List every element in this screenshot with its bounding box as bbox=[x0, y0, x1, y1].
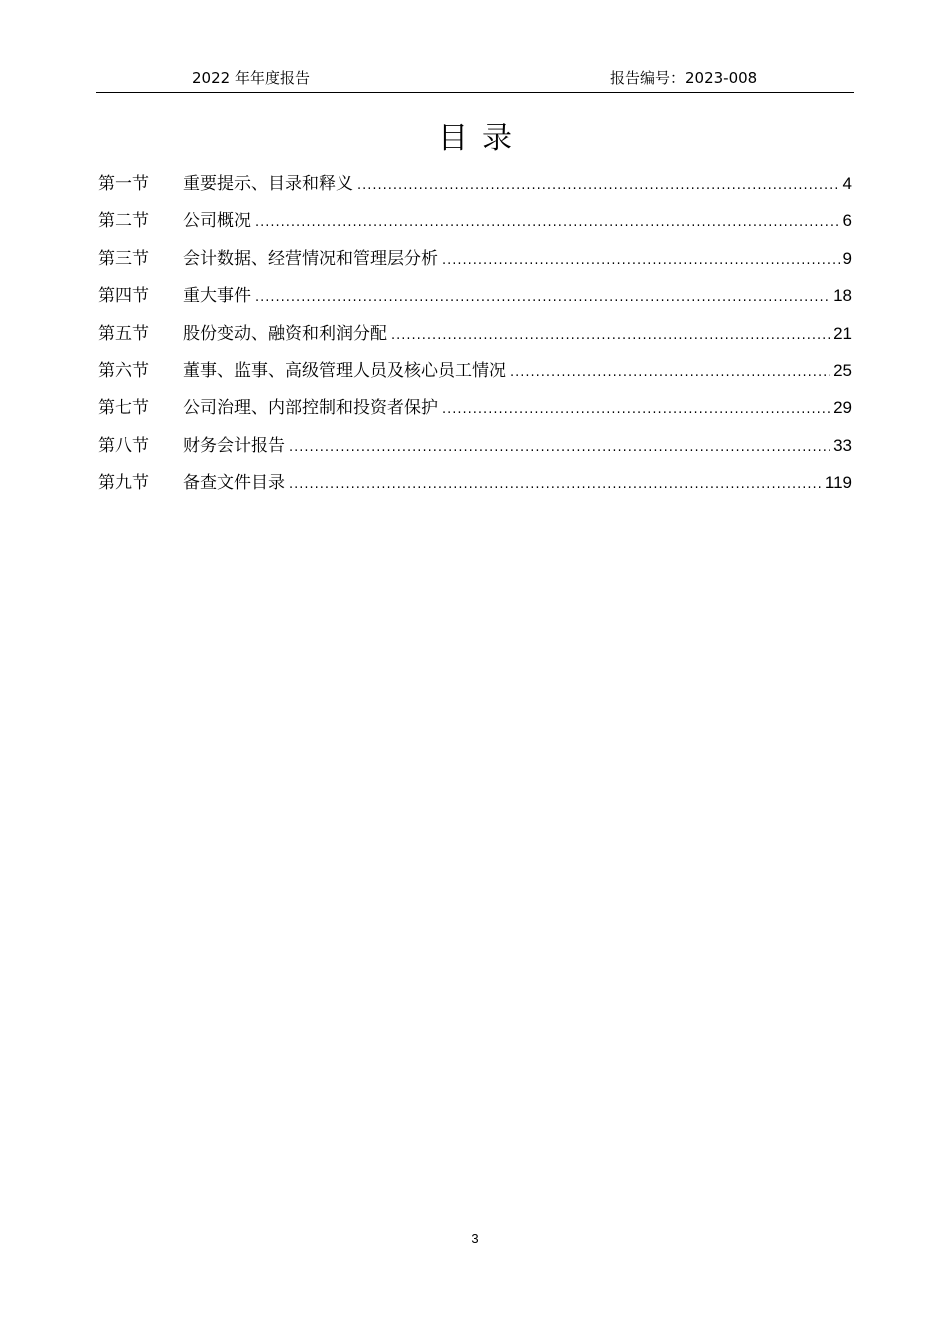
toc-entry-title: 重大事件 bbox=[183, 286, 251, 307]
toc-entry-9[interactable] bbox=[98, 469, 852, 506]
toc-dot-leader bbox=[391, 322, 830, 350]
table-of-contents bbox=[98, 170, 852, 507]
toc-dot-leader bbox=[510, 359, 830, 387]
toc-entry-4[interactable] bbox=[98, 282, 852, 319]
toc-entry-3[interactable] bbox=[98, 245, 852, 282]
toc-entry-title: 公司概况 bbox=[183, 211, 251, 232]
toc-entry-title: 重要提示、目录和释义 bbox=[183, 174, 353, 194]
toc-section-label: 第九节 bbox=[98, 473, 149, 494]
toc-entry-7[interactable] bbox=[98, 394, 852, 431]
toc-dot-leader bbox=[357, 172, 840, 200]
toc-section-label: 第七节 bbox=[98, 398, 149, 419]
toc-page-number: 29 bbox=[833, 398, 852, 418]
footer-page-number: 3 bbox=[471, 1231, 479, 1246]
toc-dot-leader bbox=[442, 247, 840, 275]
toc-page-number: 21 bbox=[833, 323, 852, 343]
toc-entry-title: 财务会计报告 bbox=[183, 435, 285, 456]
toc-page-number: 18 bbox=[833, 286, 852, 306]
toc-dot-leader bbox=[289, 434, 830, 462]
toc-entry-2[interactable] bbox=[98, 207, 852, 244]
toc-section-label: 第三节 bbox=[98, 248, 149, 269]
toc-entry-8[interactable] bbox=[98, 432, 852, 469]
header-report-number: 报告编号：2023-008 bbox=[610, 69, 758, 87]
toc-entry-5[interactable] bbox=[98, 320, 852, 357]
toc-dot-leader bbox=[255, 284, 830, 312]
toc-page-number: 119 bbox=[824, 473, 852, 493]
toc-dot-leader bbox=[289, 471, 822, 499]
toc-section-label: 第一节 bbox=[98, 174, 149, 194]
toc-entry-title: 会计数据、经营情况和管理层分析 bbox=[183, 248, 438, 269]
toc-entry-title: 备查文件目录 bbox=[183, 473, 285, 494]
toc-section-label: 第八节 bbox=[98, 435, 149, 456]
header-report-title: 2022 年年度报告 bbox=[192, 69, 310, 87]
toc-section-label: 第五节 bbox=[98, 323, 149, 344]
toc-page-number: 4 bbox=[842, 174, 852, 193]
toc-section-label: 第六节 bbox=[98, 360, 149, 381]
page-title: 目录 bbox=[438, 121, 526, 156]
toc-entry-title: 股份变动、融资和利润分配 bbox=[183, 323, 387, 344]
toc-section-label: 第四节 bbox=[98, 286, 149, 307]
toc-page-number: 33 bbox=[833, 435, 852, 455]
toc-dot-leader bbox=[442, 396, 830, 424]
toc-entry-1[interactable] bbox=[98, 170, 852, 207]
toc-section-label: 第二节 bbox=[98, 211, 149, 232]
toc-page-number: 25 bbox=[833, 360, 852, 380]
toc-entry-6[interactable] bbox=[98, 357, 852, 394]
toc-dot-leader bbox=[255, 209, 840, 237]
page-header bbox=[96, 66, 854, 93]
toc-page-number: 9 bbox=[842, 248, 852, 268]
toc-entry-title: 董事、监事、高级管理人员及核心员工情况 bbox=[183, 360, 506, 381]
toc-entry-title: 公司治理、内部控制和投资者保护 bbox=[183, 398, 438, 419]
toc-page-number: 6 bbox=[842, 211, 852, 231]
